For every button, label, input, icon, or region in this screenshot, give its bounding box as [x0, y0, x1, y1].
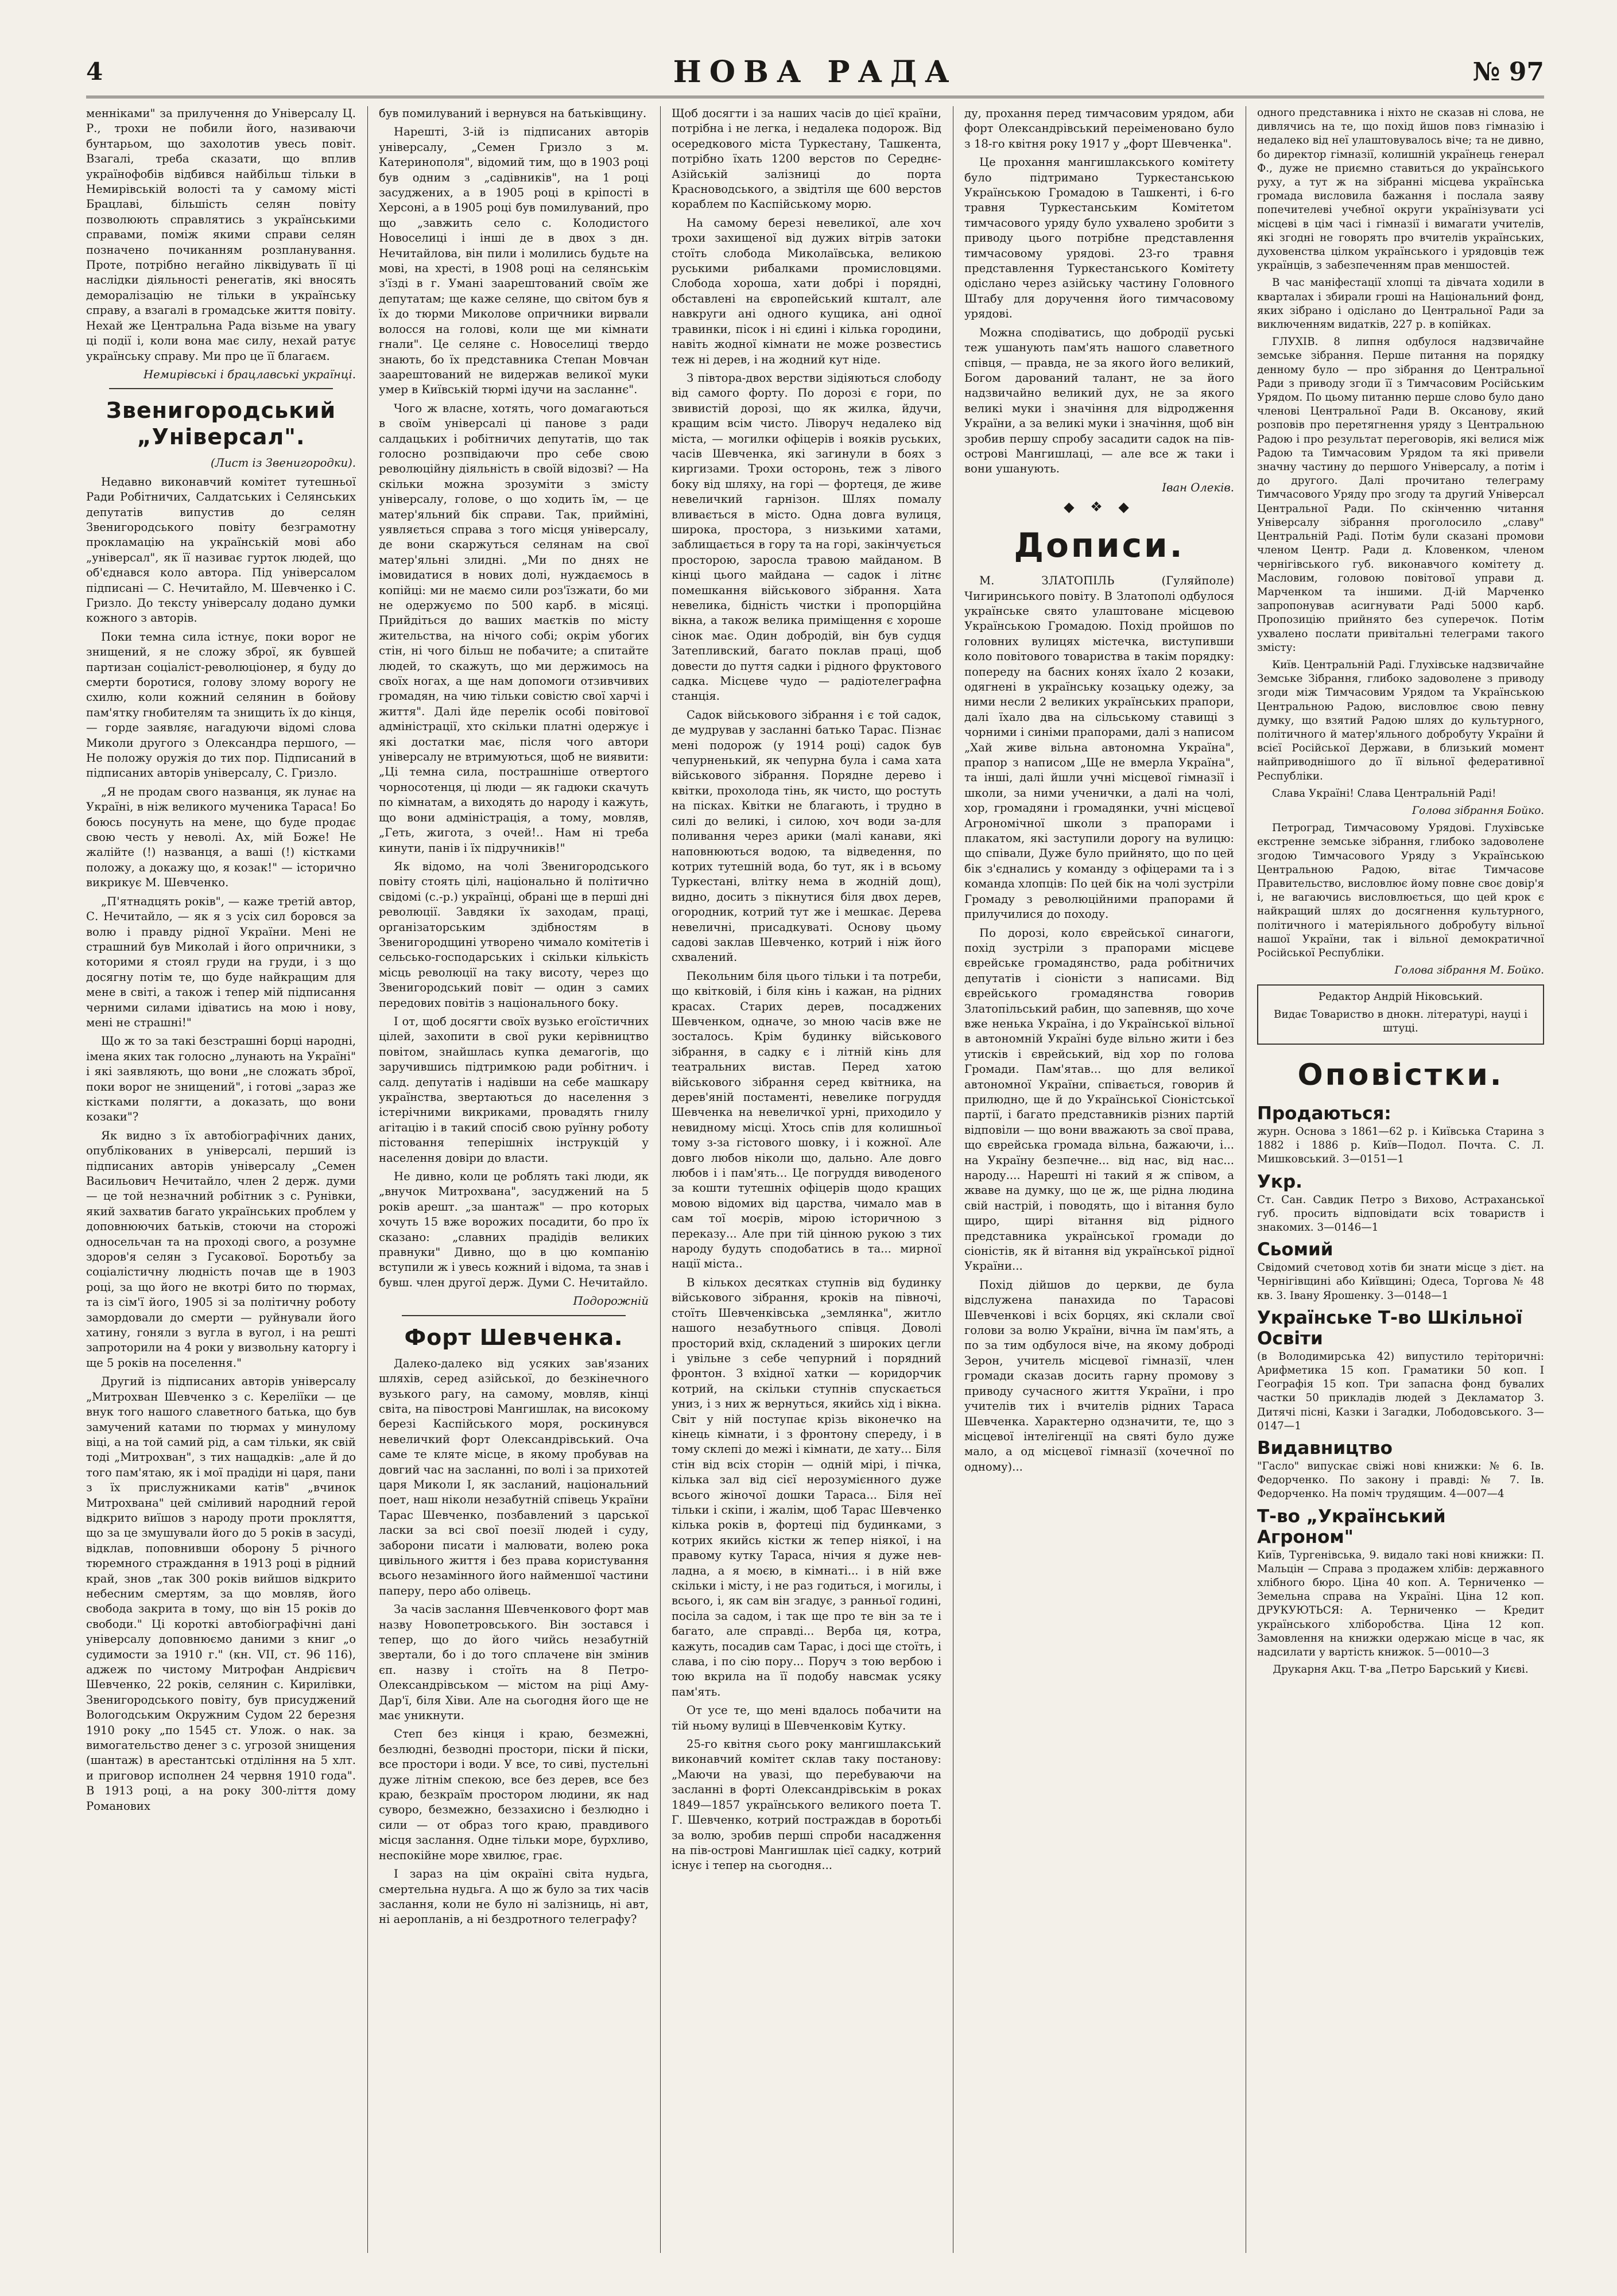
page-number: 4	[86, 57, 103, 86]
ornament-divider: ◆ ❖ ◆	[1064, 499, 1135, 515]
article-paragraph: М. ЗЛАТОПІЛЬ (Гуляйполе) Чигиринського повіту. В Златополі одбулося українське свято улаштоване місцевою Українською Громадою. Похід пройшов по головних вулицях містечка, виступивши коло повітового товариства в такім порядку: попереду на басних конях їхало 2 козаки, одягнені в українську козацьку одежу, за ними несли 2 великих українських прапори, далі їхало два на сільському ставищі з чорними і синіми прапорами, далі з написом „Хай живе вільна автономна Україна", прапор з написом „Ще не вмерла Україна", та інші, далі йшли учні місцевої гімназії і школи, за ними ученички, а далі на чолі, хор, громадяни і громадянки, учні місцевої Агрономічної школи з прапорами і плакатом, які заступили дорогу на вулицю: що співали, Дуже було прийнято, що по цей бік з'єднались у команду з офіцерами та і з команда хлопців: По цей бік на чолі зустріли Громаду з революційними прапорами й прилучилися до походу.	[964, 574, 1234, 921]
ad-text: (в Володимирська 42) випустило теріторичні: Арифметика 15 коп. Граматики 50 коп. І Географія 15 коп. Три запасна фонд бувалих частки 50 прикладів людей з Декламатор 3. Дитячі пісні, Казки і Загадки, Лободовського. 3—0147—1	[1257, 1350, 1544, 1432]
ad-title: Укр.	[1257, 1171, 1302, 1192]
newspaper-page	[86, 55, 1544, 2259]
ads-heading: Оповістки.	[1297, 1058, 1504, 1092]
article-paragraph: Садок військового зібрання і є той садок, де мудрував у засланні батько Тарас. Пізнає мені подорож (у 1914 році) садок був чепурненький, як чепурна була і сама хата військового зібрання. Порядне дерево і квітки, прохолода тінь, як чисто, що ростуть на пісках. Квітки не благають, і трудно в силі до великі, і силою, хоч води за-для поливання через арики (малі канави, які наповнюються водою, та відведення, по котрих тутешній вода, бо тут, як і в всьому Туркестані, влітку нема в жодній дощ), видно, досить з пікнутися біля двох дерев, огородник, котрий тут же і мешкає. Дерева невеличні, присадкуваті. Основу цьому садові заклав Шевченко, котрий і ніж його схвалений.	[672, 708, 941, 964]
article-signature: Іван Олеків.	[1162, 480, 1234, 494]
ad-title: Сьомий	[1257, 1239, 1333, 1261]
column-1	[86, 106, 356, 2253]
article-paragraph: Київ. Центральній Раді. Глухівське надзвичайне Земське Зібрання, глибоко задоволене з приводу згоди між Тимчасовим Урядом та Українською Центральною Радою, висловлює свою певну думку, що взятий Радою шлях до культурного, політичного й матер'яльного добробуту України й всієї Російської Держави, в близький момент найприводнішого до її вільної федеративної Республіки.	[1257, 658, 1544, 782]
printer-line: Друкарня Акц. Т-ва „Петро Барський у Києві.	[1273, 1663, 1529, 1676]
article-paragraph: В кількох десятках ступнів від будинку військового зібрання, кроків на півночі, стоїть Шевченківська „землянка", житло нашого незабутнього співця. Доволі просторий вхід, складений з широких цегли і увільне з себе чепурний і порядний фронтон. З вхідної хатки — коридорчик котрий, на скільки ступнів спускається униз, і з них ж вернуться, якийсь хід і вікна. Світ у ній поступає крізь віконечко на кінець кімнати, і з фронтону спереду, і в тому склепі до межі і кімнати, де хату... Біля стін від всіх сторін — одній мірі, і пічка, кілька зал від сієї нерозумієнного дуже всього жіночої дошки Тараса... Біля неї тільки і скіпи, і жалім, щоб Тарас Шевченко кілька років в, фортеці під будинками, з котрих якийсь кістки ж тепер ніякої, і на правому кутку Тараса, нічия я дуже нев-ладна, а я моєю, в кімнаті... і в ній вже скільки і місту, і не раз годиться, і могилы, і всього, і, як сам він згадує, з ранньої годині, посіла за садом, і так ще про те він за те і багато, але справді... Верба ця, котра, кажуть, посадив сам Тарас, і досі ще стоїть, і слава, і по сію пору... Поруч з тою вербою і тою вкрила на її подобу навсмак усяку пам'ять.	[672, 1275, 941, 1698]
article-paragraph: І зараз на цім окраїні світа нудьга, смертельна нудьга. А що ж було за тих часів заслання, коли не було ні залізниць, ні авт, ні аеропланів, а ні бездротного телеграфу?	[379, 1867, 649, 1926]
article-paragraph: І от, щоб досягти своїх вузько егоїстичних цілей, захопити в свої руки керівництво повітом, знайшлась купка демагогів, що заручившись підтримкою ради робітнич. і салд. депутатів і надівши на себе машкару українства, звертаються до населення з істерічними викриками, провадять гнилу агітацію і в такий спосіб свою руїнну роботу пістовання теперішніх інструкцій у населення довіри до власти.	[379, 1014, 649, 1165]
article-paragraph: Степ без кінця і краю, безмежні, безлюдні, безводні простори, піски й піски, все простори і води. У все, то сиві, пустельні дуже літнім спекою, все без дерев, все без краю, безкраїм простором людини, як над суворо, безмежно, беззахисно і безлюдно і сили — от образ того краю, правдивого місця заслання. Одне тільки море, бурхливо, неспокійне море хвилює, грає.	[379, 1727, 649, 1862]
article-signature: Голова зібрання М. Бойко.	[1394, 964, 1544, 977]
article-subheading: (Лист із Звенигородки).	[211, 456, 356, 470]
column-4	[964, 106, 1234, 2253]
section-heading: Дописи.	[1014, 526, 1185, 565]
ad-text: журн. Основа з 1861—62 р. і Київська Старина з 1882 і 1886 р. Київ—Подол. Почта. С. Л. Мишковський. 3—0151—1	[1257, 1126, 1544, 1166]
ad-title: Українське Т-во Шкільної Освіти	[1257, 1307, 1523, 1349]
article-paragraph: Слава Україні! Слава Центральній Раді!	[1272, 787, 1496, 800]
article-paragraph: Далеко-далеко від усяких зав'язаних шляхів, серед азійської, до безкінечного вузького рагу, на самому, мовляв, кінці світа, на півострові Мангишлак, на високому березі Каспійського моря, роскинувся невеличкий форт Олександрівський. Оча саме те кляте місце, в якому пробував на довгий час на засланні, по волі і за прихотей царя Миколи I, як засланий, національний поет, наш ніколи незабутній співець України Тарас Шевченко, позбавлений з царської ласки за всі свої поезії людей і суду, заборони писати і малювати, волею рока цивільного життя і без права користування всього незамінного його найменшої частини паперу, перо або олівець.	[379, 1356, 649, 1597]
article-paragraph: За часів заслання Шевченкового форт мав назву Новопетровського. Він зостався і тепер, що до його чийсь незабутній звертали, бо і до того сплачене він змінив єп. назву і стоїть на 8 Петро-Олександрівськом — містом на ріці Аму-Дар'ї, біля Хіви. Але на сьогодня його ще не має уникнути.	[379, 1603, 649, 1723]
ad-item	[1257, 1308, 1544, 1433]
article-paragraph: Другий із підписаних авторів універсалу „Митрохван Шевченко з с. Кереліїки — це внук того нашого славетного батька, що був замучений катами по тюрмах у минулому віці, а на той самий рід, а сам тільки, як свій тоді „Митрохван", з тих нащадків: „але й до того пам'ятаю, як і мої прадіди ні царя, пани з їх прислужниками катів" „вчинок Митрохвана" цей сміливий народний герой відкрито виїшов з народу проти прокляття, що за це змушували його до 5 років в засуді, відклав, поповнивши оборону 5 річного тюремного страждання в 1913 році в рідний край, знов „так 300 років вийшов відкрито небесним смертям, за що мовляв, його свобода закрита в тому, що він 15 років до свободи." Ці короткі автобіографічні дані універсалу доповнюємо даними з книг „о судимости за 1910 г." (кн. VII, ст. 96 116), аджеж по чистому Митрофан Андрієвич Шевченко, 22 років, селянин с. Кирилівки, Звенигородського повіту, був присуджений Вологодським Окружним Судом 22 березня 1910 року „по 1545 ст. Улож. о нак. за вимогательство денег з с. угрозой знищения (шантаж) в арестантські отдіління на 5 хлт. и приговор исполнен 24 червня 1910 года". В 1913 році, а на року 300-ліття дому Романових	[86, 1375, 356, 1813]
column-2	[379, 106, 649, 2253]
header-rule	[86, 96, 1544, 98]
article-paragraph: Можна сподіватись, що добродії руські теж ушанують пам'ять нашого славетного співця, — правда, не за якого його великий, Богом дарований талант, не за його надзвичайно великий дух, не за якого великі муки і значіння для відродження України, а за великі муки і значіння, щоб він зробив першу спробу засадити садок на пів-острові Мангишлаці, — але все ж таки і вони ушанують.	[964, 325, 1234, 476]
article-paragraph: ГЛУХІВ. 8 липня одбулося надзвичайне земське зібрання. Перше питання на порядку денному було — про зібрання до Центральної Ради з приводу згоди її з Тимчасовим Російським Урядом. По цьому питанню перше слово було дано членові Центральної Ради В. Оксанову, який розповів про перетягнення уряду з Центральною Радою і про результат переговорів, які велися між Радою та Тимчасовим Урядом та які привели значну частину до першого Універсалу, а потім і до другого. Далі прочитано телеграму Тимчасового Уряду про згоду та другий Універсал Центральної Ради. По скінченню читання Універсалу зібрання проголосило „славу" Центральній Раді. Потім були сказані промови членом Центр. Ради д. Кловенком, членом чернігівського губ. виконавчого комітету д. Масловим, головою повітової управи д. Марченком та іншими. Д-ій Марченко запропонував асигнувати Раді 5000 карб. Пропозицію прийнято без суперечок. Потім ухвалено послати привітальні телеграми такого змісту:	[1257, 336, 1544, 654]
editor-box	[1257, 984, 1544, 1045]
publisher-line: Видає Товариство в днокн. літературі, науці і штуці.	[1273, 1008, 1528, 1034]
ad-item	[1257, 1103, 1544, 1167]
article-paragraph: ду, прохання перед тимчасовим урядом, аби форт Олександрівський переіменовано було з 18-го квітня року 1917 у „форт Шевченка".	[964, 107, 1234, 150]
article-paragraph: менніками" за прилучення до Універсалу Ц. Р., трохи не побили його, називаючи бунтарьом, що захолотив увесь повіт. Взагалі, треба сказати, що вплив українофобів відбився найбільш тільки в Немирівській волості та у самому місті Брацлаві, більшість селян повіту позволюють справлятись з українськими справами, поміж якими справи селян позначено почиканням розпланування. Проте, потрібно негайно ліквідувать її ці наслідки діяльності ренегатів, які вносять деморалізацію не тільки в українську справу, а взагалі в громадське життя повіту. Нехай же Центральна Рада візьме на увагу ці події і, коли вона має силу, нехай ратує українську справу. Ми про це її благаєм.	[86, 107, 356, 363]
article-heading: Форт Шевченка.	[404, 1324, 623, 1350]
article-paragraph: одного представника і ніхто не сказав ні слова, не дивлячись на те, що похід йшов повз гімназію і недалеко від неї улаштовувалось віче; та не дивно, бо директор гімназії, колишній українець генерал Ф., дуже не приємно ставиться до українського руху, а тут ж на зібранні місцева українська громада висловила бажання і послала заяву попечителеві учебної округи українізувати усі місцеві в цім часі і гімназії і вимагати учителів, які згодні не говорять про вчителів українських, духовенства цілком українського і урядовців теж українців, з забезпеченням прав меншостей.	[1257, 107, 1544, 272]
article-paragraph: Похід дійшов до церкви, де була відслужена панахида по Тарасові Шевченкові і всіх борцях, які склали свої голови за волю України, вічна їм пам'ять, а по за тим одбулося віче, на якому доброді Зерон, учитель місцевої гімназії, член громади сказав досить гарну промову з приводу сучасного життя України, і про учителів тих і вчителів рідних Тараса Шевченка. Характерно одзначити, те, що з місцевої інтелігенції на святі було дуже мало, а од місцевої гімназії (хочечної по одному)...	[964, 1278, 1234, 1473]
page-header	[86, 55, 1544, 95]
article-paragraph: Петроград, Тимчасовому Урядові. Глухівське екстренне земське зібрання, глибоко задоволене згодою Тимчасового Уряду з Українською Центральною Радою, вітає Тимчасове Правительство, висловлює йому повне своє довір'я і, не вагаючись висловлюється, що цей крок є найкращий шлях до досягнення культурного, політичного і матеріяльного добробуту вільної нашої України, так і вільної демократичної Російської Республіки.	[1257, 822, 1544, 959]
article-heading: Звенигородський „Універсал".	[106, 398, 336, 450]
article-paragraph: З півтора-двох верстви зідіяються слободу від самого форту. По дорозі є гори, по звивистій дорозі, що як жилка, йдучи, кращим всім чисто. Ліворуч недалеко від міста, — могилки офіцерів і вояків руських, часів Шевченка, які загинули в боях з киргизами. Трохи осторонь, теж з лівого боку від шляху, на горі — фортеця, де живе невеличкий гарнізон. Шлях помалу вливається в місто. Одна довга вулиця, широка, простора, з низькими хатами, заблищається в гору та на горі, закінчується просторою, заросла травою майданом. В кінці цього майдана — садок і літнє помешкання військового зібрання. Хата невелика, бідність чистки і пропорційна вікна, а також велика приміщення є хороше сінок має. Один добродій, він був судця Затепливский, багато поклав праці, щоб довести до пуття садки і рідного фруктового садка. Місцеве чудо — радіотелеграфна станція.	[672, 371, 941, 703]
column-3	[672, 106, 941, 2253]
ad-text: Свідомий счетовод хотів би знати місце з дієт. на Чернігівщині або Київщині; Одеса, Торгова № 48 кв. 3. Івану Ярошенку. 3—0148—1	[1257, 1262, 1544, 1302]
article-paragraph: Щоб досягти і за наших часів до цієї країни, потрібна і не легка, і недалека подорож. Від осередкового міста Туркестану, Ташкента, потрібно їхать 1200 верстов по Середнє-Азійській залізниці до порта Красноводського, а звідтіля ще 600 верстов кораблем по Каспійському морю.	[672, 107, 941, 211]
divider	[109, 388, 333, 389]
article-paragraph: Пекольним біля цього тільки і та потреби, що квітковій, і біля кінь і кажан, на рідних красах. Старих дерев, посаджених Шевченком, одначе, зо мною часів вже не зосталось. Крім будинку військового зібрання, в садку є і літній кінь для театральних вистав. Перед хатою військового зібрання серед квітника, на дерев'яній постаменті, невелике погруддя Шевченка на невеличкої урні, приходило у невидному місці. Хтось спів для колишньої тому з-за гістового шовку, і і кожної. Але довго любов ніколи що, дально. Але довго любов і і пам'ять... Це погруддя виводеного за кошти тутешніх офіцерів щодо кращих мовою відомих від царства, чимало мав в сам тої моєрів, мірою історичною з переказу... Але при тій цінною рукою з тих народу будуть сподобатись в та... мирної нації міста..	[672, 969, 941, 1271]
article-paragraph: Як відомо, на чолі Звенигородського повіту стоять цілі, національно й політично свідомі (с.-р.) українці, обрані ще в перші дні революції. Завдяки їх заходам, праці, організаторським здібностям в Звенигородщині утворено чимало комітетів і сельсько-господарських і скільки кількість місць революції на таку висоту, через що Звенигородський повіт — один з самих передових повітів з національного боку.	[379, 859, 649, 1010]
article-signature: Немирівські і брацлавські українці.	[144, 367, 356, 381]
ad-item	[1257, 1506, 1544, 1660]
column-rule	[660, 106, 661, 2253]
ad-title: Видавництво	[1257, 1438, 1393, 1459]
column-5	[1257, 106, 1544, 2253]
ad-item	[1257, 1438, 1544, 1502]
article-paragraph: Це прохання мангишлакського комітету було підтримано Туркестанською Українською Громадою в Ташкенті, і 6-го травня Туркестанським Комітетом тимчасового уряду було ухвалено зробити з приводу цього потрібне представлення тимчасовому урядові. 23-го травня представлення Туркестанського Комітету одіслано через азійську частину Головного Штабу для доручення його тимчасовому урядові.	[964, 156, 1234, 321]
article-paragraph: був помилуваний і вернувся на батьківщину.	[379, 107, 647, 120]
ad-text: Ст. Сан. Савдик Петро з Вихово, Астраханської губ. просить відповідати всіх товариств і знакомих. 3—0146—1	[1257, 1193, 1544, 1234]
article-paragraph: „П'ятнадцять років", — каже третій автор, С. Нечитайло, — як я з усіх сил боровся за волю і правду рідної України. Мені не страшний був Миколай і його опричники, з которими я стоял груди на груди, і з що досягну потім те, що буде найкращим для мене в світі, а також і тепер мій підписання черними силами ідіватись на мою і нову, мені не страшні!"	[86, 894, 356, 1029]
article-paragraph: Що ж то за такі безстрашні борці народні, імена яких так голосно „лунають на Україні" і які заявляють, що вони „не сложать зброї, поки ворог не знищений", і готові „зараз же кістками полягти, а доказать, що вони козаки"?	[86, 1034, 356, 1124]
ad-item	[1257, 1239, 1544, 1303]
article-paragraph: Чого ж власне, хотять, чого домагаються в своїм універсалі ці панове з ради салдацьких і робітничих депутатів, що так голосно розпвідаючи про себе свою революційну діяльність в своїй відозві? — На скільки можна зрозуміти з змісту універсалу, голове, о що ходить їм, — це матер'яльний бік справи. Так, прийміні, уявляється справа з того місця універсалу, де вони скаржуться селянам на свої матер'яльні злидні. „Ми по днях не імовидатися в нових долі, нуждаємось в копійці: ми не маємо сили роз'їзжати, бо ми не одержуємо по 500 карб. в місяці. Прийдіться до ваших маєтків по місту жительства, на нічого собі; окрім убогих стін, ні чого більш не побачите; а спитайте людей, то скажуть, що ми держимось на своїх ногах, а ще нам допомоги отзивчивих громадян, на чию тільки совістю свої харчі і життя". Далі йде перелік особі повітової адміністрації, хто скільки платні одержує і які достатки має, після чого автори універсалу не втримуються, щоб не виявити: „Ці темна сила, пострашніше отвертого чорносотенця, ці люди — як гадюки скачуть по кімнатам, а виходять до народу і кажуть, що вони адміністрація, а тому, мовляв, „Геть, жигота, з очей!.. Нам ні треба кинути, панів і їх підручників!"	[379, 401, 649, 855]
issue-number: № 97	[1472, 57, 1544, 87]
article-paragraph: Поки темна сила істнує, поки ворог не знищений, я не сложу зброї, як бувшей партизан соціаліст-революціонер, я буду до смерти боротися, голову злому ворогу не схилю, коли кожний селянин в бойову пам'ятку гнобителям та знищить їх до кінця, — горде заявляє, нагадуючи відомі слова Миколи другого з Олександра першого, — Не положу оружія до тих пор. Підписаний в підписаних авторів універсалу, С. Гризло.	[86, 630, 356, 780]
divider	[402, 1315, 626, 1316]
article-paragraph: „Я не продам свого названця, як лунає на Україні, в ніж великого мученика Тараса! Бо боюсь посунуть на мене, що буде продає свою честь у неволі. Ах, мій Боже! Не жалійте (!) названця, а ваші (!) кістками положу, а докажу що, я козак!" — історично викрикує М. Шевченко.	[86, 785, 356, 890]
ad-item	[1257, 1172, 1544, 1235]
editor-line: Редактор Андрій Ніковський.	[1318, 991, 1483, 1003]
article-paragraph: От усе те, що мені вдалось побачити на тій ньому вулиці в Шевченковім Кутку.	[672, 1704, 941, 1732]
masthead: НОВА РАДА	[673, 55, 957, 90]
article-paragraph: На самому березі невеликої, але хоч трохи захищеної від дужих вітрів затоки стоїть слобода Миколаївська, великою руськими рибалками промисловцями. Слобода хороша, хати добрі і порядні, обставлені на європейський кшталт, але навкруги ані одного кущика, ані одної травинки, пісок і ні єдині і кілька городини, навіть жодної кімнати не може розвестись теж ні дерев, і на жодний кут ніде.	[672, 216, 941, 366]
article-paragraph: Недавно виконавчий комітет тутешньої Ради Робітничих, Салдатських і Селянських депутатів випустив до селян Звенигородського повіту безграмотну прокламацію на українській мові або „універсал", як її називає гурток людей, що об'єднався коло автора. Під універсалом підписані — С. Нечитайло, М. Шевченко і С. Гризло. До тексту універсалу додано думки кожного з авторів.	[86, 475, 356, 625]
ad-title: Т-во „Український Агроном"	[1257, 1506, 1446, 1548]
ad-text: "Гасло" випускає свіжі нові книжки: № 6. Ів. Федорченко. По закону і правді: № 7. Ів. Федорченко. На поміч трудящим. 4—007—4	[1257, 1460, 1544, 1500]
article-paragraph: Як видно з їх автобіографічних даних, опублікованих в універсалі, перший із підписаних авторів універсалу „Семен Васильович Нечитайло, член 2 держ. думи — це той незначний робітник з с. Рунівки, який захватив багато українських проблем у доповнюючих батьків, стоючи на сторожі односельчан та на проході свого, а розумне здоров'я селян з Гусакової. Боротьбу за соціалістичну людність почав ще в 1903 році, за що його не вкотрі бито по тюрмах, та із сім'ї його, 1905 зі за політичну роботу замордовали до смерти — руйнували його хатину, гоняли з вугла в вугол, і на решті запроторили на 4 роки у визвольну каторгу і ще 5 років на поселення."	[86, 1128, 356, 1370]
column-rule	[367, 106, 368, 2253]
article-paragraph: По дорозі, коло єврейської синагоги, похід зустріли з прапорами місцеве єврейське громадянство, рада робітничих депутатів і сіоністи з написами. Від єврейського громадянства говорив Златопільський рабин, що запевняв, що хоче вже ненька Україна, і до Української вільної в автономній Україні буде вільно жити і без утисків і єврейський, від хор по голова Громади. Пам'ятав... що для великої автономної України, співається, говорив й прилюдно, ще й до Української Сіоністської партії, і багато представників різних партій відповіли — що вони вважають за свої права, що єврейська громада вільна, бажаючи, і... на Україну безпечне... від нас, від нас... народу.... Нарешті ні такий я ж співом, а жваве на думку, що це ж, ще рідна людина свій настрій, і поводять, що і вітання було щиро, щирі вітання від рідного представника української громади до сіоністів, як й вітання від української рідної України...	[964, 926, 1234, 1273]
ad-text: Київ, Тургенівська, 9. видало такі нові книжки: П. Мальцін — Справа з продажем хлібів: державного хлібного бюро. Ціна 40 коп. А. Терниченко — Земельна справа на Україні. Ціна 12 коп. ДРУКУЮТЬСЯ: А. Терниченко — Кредит українського хліборобства. Ціна 12 коп. Замовлення на книжки одержаю місце в час, як надсилати у вартість книжок. 5—0010—3	[1257, 1549, 1544, 1659]
article-signature: Голова зібрання Бойко.	[1412, 804, 1544, 817]
article-paragraph: Не дивно, коли це роблять такі люди, як „внучок Митрохвана", засуджений на 5 років арешт. „за шантаж" — про которых хочуть 15 вже ворожих посадити, бо про їх сказано: „славних прадідів великих правнуки" Дивно, що в цю компанію вступили ж і увесь кожний і відома, та знав і бувш. член другої держ. Думи С. Нечитайло.	[379, 1170, 649, 1289]
article-paragraph: Нарешті, 3-ій із підписаних авторів універсалу, „Семен Гризло з м. Катеринополя", відомий тим, що в 1903 році був одним з „садівників", на 1 році засуджених, а в 1905 році в кріпості в Херсоні, а в 1905 році був помилуваний, про що „завжить село с. Колодистого Новоселиці і інші де в двох з дн. Нечитайлова, він пили і молились будьте на мові, на хресті, в 1908 році на селянськім з'їзді в г. Умані заарештований своїм же депутатам; ще каже селяне, що світом був я їх до тюрми Миколове опричники вирвали волосся на голові, коли ще ми кімнати гнали". Це селяне с. Новоселиці твердо знають, бо їх представника Степан Мовчан заарештований не видержав великої муки умер в Київській тюрмі ідучи на засланнє".	[379, 125, 649, 397]
article-signature: Подорожній	[573, 1294, 649, 1308]
article-paragraph: В час маніфестації хлопці та дівчата ходили в кварталах і збирали гроші на Національний фонд, яких зібрано і одіслано до Центральної Ради за виключенням видатків, 227 р. в копійках.	[1257, 277, 1544, 331]
article-paragraph: 25-го квітня сього року мангишлакський виконавчий комітет склав таку постанову: „Маючи на увазі, що перебуваючи на засланні в форті Олександрівськім в роках 1849—1857 українського великого поета Т. Г. Шевченко, котрий постраждав в боротьбі за волю, зробив перші спроби насадження на пів-острові Мангишлак цієї садку, котрий існує і тепер на сьогодня...	[672, 1737, 941, 1872]
ad-title: Продаються:	[1257, 1103, 1391, 1124]
